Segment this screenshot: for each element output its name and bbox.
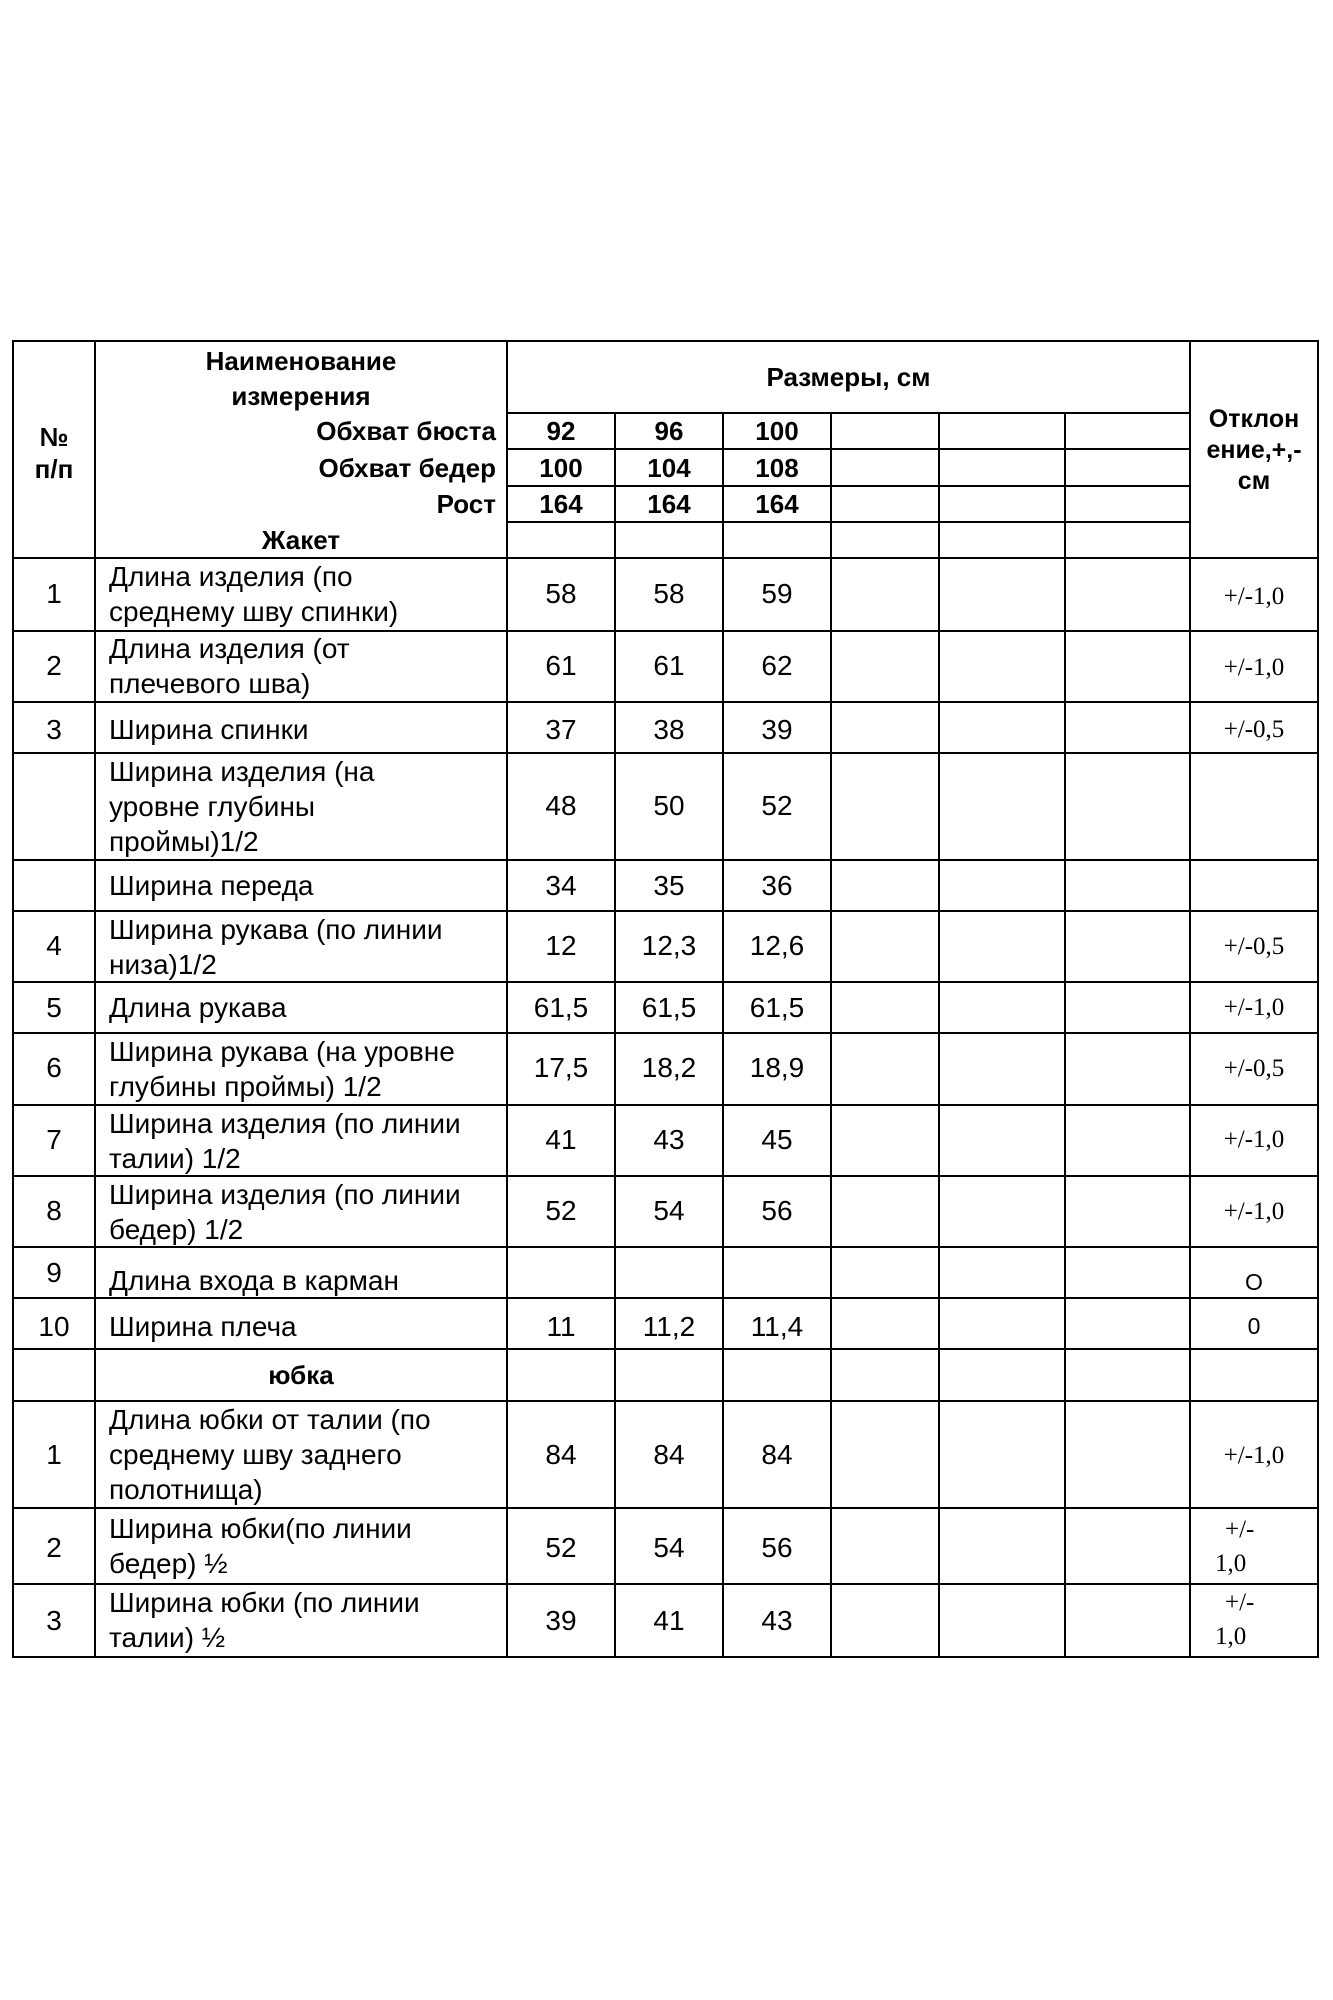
measure-name: Длина изделия (по среднему шву спинки) [109, 561, 399, 627]
size-value: 56 [761, 1195, 793, 1226]
row-number: 3 [46, 714, 62, 745]
num-header: № п/п [34, 422, 74, 484]
size-value: 61 [653, 650, 685, 681]
size-value: 17,5 [533, 1052, 589, 1083]
size-value: 39 [761, 714, 793, 745]
size-value: 35 [653, 870, 685, 901]
size-value: 48 [545, 790, 577, 821]
size-value: 164 [647, 489, 691, 519]
param-label: Рост [436, 489, 496, 519]
row-number: 1 [46, 578, 62, 609]
table-border-bottom [12, 1656, 1319, 1658]
tolerance-value: +/-1,0 [1223, 1198, 1285, 1225]
measure-name: Длина рукава [109, 992, 287, 1023]
size-value: 61,5 [749, 992, 805, 1023]
table-border-top [12, 340, 1319, 342]
row-number: 2 [46, 650, 62, 681]
section-title-skirt: юбка [268, 1360, 334, 1390]
measure-name: Ширина спинки [109, 714, 309, 745]
tolerance-value: +/-1,0 [1223, 994, 1285, 1021]
row-number: 7 [46, 1124, 62, 1155]
size-value: 11 [546, 1311, 576, 1342]
size-value: 54 [653, 1195, 685, 1226]
size-value: 56 [761, 1532, 793, 1563]
tolerance-value: +/-1,0 [1223, 1126, 1285, 1153]
size-value: 100 [539, 453, 583, 483]
row-number: 3 [46, 1605, 62, 1636]
size-value: 54 [653, 1532, 685, 1563]
measure-name: Ширина изделия (по линии талии) 1/2 [109, 1108, 461, 1174]
measure-name: Ширина юбки(по линии бедер) ½ [109, 1513, 412, 1579]
size-value: 96 [654, 416, 684, 446]
tolerance-value: 0 [1247, 1313, 1261, 1339]
row-number: 1 [46, 1439, 62, 1470]
tolerance-value: +/-0,5 [1223, 716, 1285, 743]
measure-name: Ширина изделия (на уровне глубины проймы)1/2 [109, 756, 375, 857]
section-title-jacket: Жакет [261, 525, 341, 555]
row-divider [12, 859, 1319, 861]
size-value: 52 [545, 1195, 577, 1226]
row-divider [12, 1507, 1319, 1509]
size-value: 100 [755, 416, 799, 446]
measure-name: Ширина рукава (на уровне глубины проймы) 1/2 [109, 1036, 455, 1102]
measure-name: Ширина юбки (по линии талии) ½ [109, 1587, 420, 1653]
table-border-right [1317, 340, 1319, 1658]
size-value: 61,5 [533, 992, 589, 1023]
measure-name: Длина входа в карман [109, 1265, 399, 1296]
size-value: 61 [545, 650, 577, 681]
tolerance-value: +/-1,0 [1223, 583, 1285, 610]
size-value: 34 [545, 870, 577, 901]
size-value: 164 [755, 489, 799, 519]
size-value: 52 [545, 1532, 577, 1563]
size-value: 92 [546, 416, 576, 446]
row-number: 9 [46, 1257, 62, 1288]
measure-name: Ширина изделия (по линии бедер) 1/2 [109, 1179, 461, 1245]
size-value: 12 [545, 930, 577, 961]
row-number: 4 [46, 930, 62, 961]
size-value: 37 [545, 714, 577, 745]
size-value: 61,5 [641, 992, 697, 1023]
size-value: 62 [761, 650, 793, 681]
row-divider [506, 521, 1191, 523]
size-value: 36 [761, 870, 793, 901]
tolerance-value: +/- 1,0 [1215, 1589, 1255, 1650]
tolerance-value: +/-0,5 [1223, 1055, 1285, 1082]
size-value: 43 [761, 1605, 793, 1636]
row-number: 2 [46, 1532, 62, 1563]
param-label: Обхват бедер [318, 453, 496, 483]
size-value: 84 [545, 1439, 577, 1470]
size-value: 58 [653, 578, 685, 609]
size-value: 41 [653, 1605, 685, 1636]
size-value: 39 [545, 1605, 577, 1636]
size-value: 58 [545, 578, 577, 609]
tolerance-value: +/-1,0 [1223, 654, 1285, 681]
size-value: 50 [653, 790, 685, 821]
size-value: 11,4 [750, 1311, 804, 1342]
tolerance-value: +/-0,5 [1223, 933, 1285, 960]
measure-name: Длина юбки от талии (по среднему шву заднего полотнища) [109, 1404, 431, 1505]
size-value: 84 [761, 1439, 793, 1470]
size-value: 12,6 [749, 930, 805, 961]
row-divider [12, 701, 1319, 703]
size-value: 45 [761, 1124, 793, 1155]
size-value: 38 [653, 714, 685, 745]
size-value: 164 [539, 489, 583, 519]
row-number: 6 [46, 1052, 62, 1083]
col-divider [938, 412, 940, 1658]
measure-name: Ширина переда [109, 870, 314, 901]
size-value: 52 [761, 790, 793, 821]
measure-name: Длина изделия (от плечевого шва) [109, 633, 350, 699]
col-divider [830, 412, 832, 1658]
row-number: 10 [38, 1311, 70, 1342]
size-value: 108 [755, 453, 799, 483]
size-value: 18,9 [749, 1052, 805, 1083]
deviation-header: Отклон ение,+,- см [1206, 405, 1302, 495]
row-divider [12, 1348, 1319, 1350]
param-label: Обхват бюста [316, 416, 496, 446]
measure-name: Ширина плеча [109, 1311, 297, 1342]
tolerance-value: +/- 1,0 [1215, 1516, 1255, 1577]
size-value: 18,2 [641, 1052, 697, 1083]
tolerance-value: О [1245, 1269, 1263, 1295]
sizes-header: Размеры, см [766, 362, 931, 392]
size-value: 43 [653, 1124, 685, 1155]
row-number: 5 [46, 992, 62, 1023]
size-value: 104 [647, 453, 691, 483]
size-value: 59 [761, 578, 793, 609]
row-divider [506, 448, 1191, 450]
size-value: 41 [545, 1124, 577, 1155]
col-divider [1064, 412, 1066, 1658]
row-number: 8 [46, 1195, 62, 1226]
tolerance-value: +/-1,0 [1223, 1442, 1285, 1469]
name-header: Наименование измерения [205, 346, 397, 411]
size-value: 11,2 [642, 1311, 696, 1342]
measure-name: Ширина рукава (по линии низа)1/2 [109, 914, 443, 980]
size-value: 84 [653, 1439, 685, 1470]
size-value: 12,3 [641, 930, 697, 961]
